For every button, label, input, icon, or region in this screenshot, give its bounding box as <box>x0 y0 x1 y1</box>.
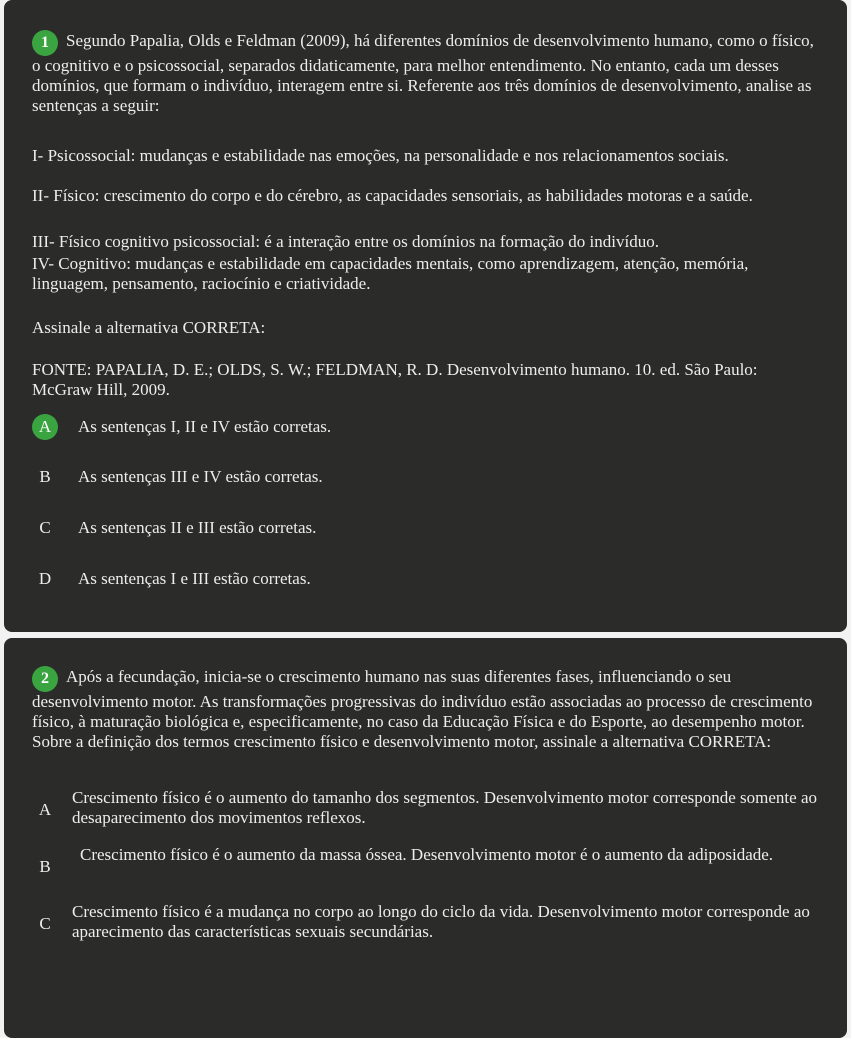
option-d-label: As sentenças I e III estão corretas. <box>78 569 311 588</box>
question-1-option-d[interactable] <box>32 566 832 592</box>
statement-4: IV- Cognitivo: mudanças e estabilidade em capacidades mentais, como aprendizagem, atenção, memória, linguagem, pensamento, raciocínio e criatividade. <box>32 254 749 293</box>
statement-3: III- Físico cognitivo psicossocial: é a interação entre os domínios na formação do indivíduo. <box>32 232 659 251</box>
option-a-selected-badge: A <box>32 414 58 440</box>
option-b-label: As sentenças III e IV estão corretas. <box>78 467 323 486</box>
statement-2: II- Físico: crescimento do corpo e do cérebro, as capacidades sensoriais, as habilidades motoras e a saúde. <box>32 186 753 205</box>
option-c-letter: C <box>39 518 51 537</box>
option-a-label: Crescimento físico é o aumento do tamanho dos segmentos. Desenvolvimento motor corresponde somente ao desaparecimento dos movimentos reflexos. <box>72 788 817 827</box>
question-2-number-badge: 2 <box>32 666 58 692</box>
question-1-number-badge: 1 <box>32 30 58 56</box>
question-card-1 <box>4 0 847 632</box>
option-c-letter: C <box>39 914 51 933</box>
question-2-option-b[interactable] <box>32 845 832 887</box>
question-1-prompt: Segundo Papalia, Olds e Feldman (2009), há diferentes domínios de desenvolvimento humano, como o físico, o cognitivo e o psicossocial, separados didaticamente, para melhor entendimento. No entanto, cada um desses domínios, que formam o indivíduo, interagem entre si. Referente aos três domínios de desenvolvimento, analise as sentenças a seguir: <box>32 31 814 115</box>
question-1-source: FONTE: PAPALIA, D. E.; OLDS, S. W.; FELDMAN, R. D. Desenvolvimento humano. 10. ed. São Paulo: McGraw Hill, 2009. <box>32 360 758 399</box>
question-2-option-a[interactable] <box>32 788 832 830</box>
option-c-label: Crescimento físico é a mudança no corpo ao longo do ciclo da vida. Desenvolvimento motor corresponde ao aparecimento das características sexuais secundárias. <box>72 902 810 941</box>
option-b-label: Crescimento físico é o aumento da massa óssea. Desenvolvimento motor é o aumento da adiposidade. <box>80 845 774 864</box>
question-1-option-a[interactable] <box>32 414 832 440</box>
question-2-option-c[interactable] <box>32 902 832 944</box>
option-a-label: As sentenças I, II e IV estão corretas. <box>78 417 332 436</box>
statement-1: I- Psicossocial: mudanças e estabilidade nas emoções, na personalidade e nos relacionamentos sociais. <box>32 146 729 165</box>
option-a-letter: A <box>38 800 52 819</box>
question-2-text-block <box>32 666 822 752</box>
option-d-letter: D <box>38 569 52 588</box>
question-1-instruction: Assinale a alternativa CORRETA: <box>32 318 266 337</box>
question-1-option-c[interactable] <box>32 515 832 541</box>
question-1-text-block <box>32 30 822 116</box>
question-card-2 <box>4 638 847 1038</box>
option-b-letter: B <box>39 467 51 486</box>
option-c-label: As sentenças II e III estão corretas. <box>78 518 317 537</box>
question-1-option-b[interactable] <box>32 464 832 490</box>
question-2-prompt: Após a fecundação, inicia-se o crescimento humano nas suas diferentes fases, influenciando o seu desenvolvimento motor. As transformações progressivas do indivíduo estão associadas ao processo de crescimento físico, à maturação biológica e, especificamente, no caso da Educação Física e do Esporte, ao desempenho motor. Sobre a definição dos termos crescimento físico e desenvolvimento motor, assinale a alternativa CORRETA: <box>32 667 813 751</box>
option-b-letter: B <box>39 857 51 876</box>
